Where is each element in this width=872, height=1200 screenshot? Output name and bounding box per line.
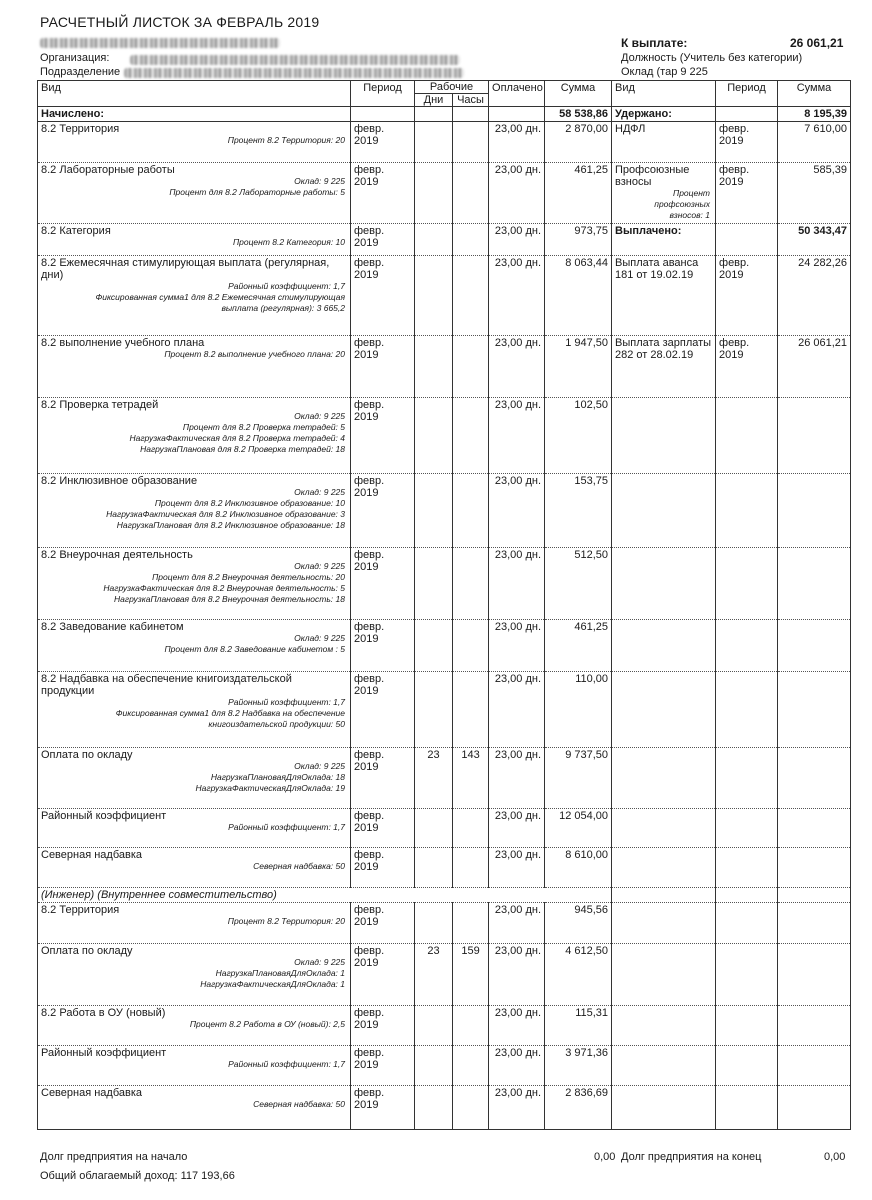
paid-cell: 23,00 дн.: [489, 398, 545, 474]
deduction-sum-cell: 7 610,00: [778, 122, 851, 163]
org-label: Организация:: [40, 52, 110, 64]
item-name: 8.2 Ежемесячная стимулирующая выплата (регулярная, дни): [41, 257, 330, 281]
item-detail: Процент для 8.2 Лабораторные работы: 5: [169, 187, 345, 197]
deduction-name-cell: [612, 548, 716, 620]
period-cell: февр. 2019: [351, 548, 415, 620]
redacted-name: [40, 38, 280, 48]
deduction-detail: взносов: 1: [669, 210, 711, 220]
period-cell: февр. 2019: [351, 848, 415, 888]
days-cell: [415, 903, 453, 944]
item-name-cell: [38, 122, 351, 163]
deduction-sum-cell: 24 282,26: [778, 256, 851, 336]
days-cell: [415, 224, 453, 256]
item-detail: Процент для 8.2 Проверка тетрадей: 5: [182, 422, 345, 432]
deduction-name: Выплата аванса 181 от 19.02.19: [615, 257, 699, 281]
item-detail: Северная надбавка: 50: [253, 861, 345, 871]
deduction-name-cell: [612, 163, 716, 224]
table-row: [38, 903, 851, 944]
col-hours: Часы: [453, 94, 489, 107]
days-cell: [415, 398, 453, 474]
item-name: 8.2 Внеурочная деятельность: [41, 549, 193, 561]
deduction-sum-cell: [778, 748, 851, 809]
days-cell: 23: [415, 748, 453, 809]
item-name-cell: [38, 748, 351, 809]
item-name-cell: [38, 336, 351, 398]
deduction-period-cell: [716, 748, 778, 809]
item-detail: Оклад: 9 225: [294, 411, 345, 421]
empty-cell: [778, 888, 851, 903]
hours-cell: [453, 1006, 489, 1046]
paid-cell: 23,00 дн.: [489, 122, 545, 163]
deduction-period-cell: [716, 398, 778, 474]
table-row: [38, 672, 851, 748]
item-detail: НагрузкаПлановая для 8.2 Инклюзивное образование: 18: [116, 520, 345, 530]
taxable-income: Общий облагаемый доход: 117 193,66: [40, 1170, 235, 1182]
table-row: [38, 398, 851, 474]
item-detail: Оклад: 9 225: [294, 957, 345, 967]
hours-cell: [453, 163, 489, 224]
item-detail: Фиксированная сумма1 для 8.2 Надбавка на обеспечение: [115, 708, 345, 718]
sum-cell: 110,00: [545, 672, 612, 748]
paid-cell: 23,00 дн.: [489, 620, 545, 672]
sum-cell: 4 612,50: [545, 944, 612, 1006]
table-row: [38, 1086, 851, 1130]
sum-cell: 461,25: [545, 163, 612, 224]
hours-cell: [453, 620, 489, 672]
hours-cell: 159: [453, 944, 489, 1006]
item-name-cell: [38, 944, 351, 1006]
item-name: Районный коэффициент: [41, 810, 167, 822]
deduction-name-cell: [612, 398, 716, 474]
pay-amount: 26 061,21: [790, 36, 844, 50]
accrued-sum: 58 538,86: [545, 107, 612, 122]
totals-row: [38, 107, 851, 122]
deduction-detail: Процент: [673, 188, 711, 198]
item-name-cell: [38, 672, 351, 748]
days-cell: [415, 848, 453, 888]
col-period: Период: [351, 81, 415, 107]
item-name-cell: [38, 1006, 351, 1046]
deduction-sum-cell: [778, 848, 851, 888]
empty-cell: [612, 888, 716, 903]
paid-cell: 23,00 дн.: [489, 944, 545, 1006]
period-cell: февр. 2019: [351, 474, 415, 548]
deduction-name-cell: [612, 672, 716, 748]
item-detail: НагрузкаПлановая для 8.2 Проверка тетрадей: 18: [140, 444, 345, 454]
period-cell: февр. 2019: [351, 224, 415, 256]
col-paid: Оплачено: [489, 81, 545, 107]
paid-cell: 23,00 дн.: [489, 548, 545, 620]
empty-cell: [778, 1006, 851, 1046]
col-type-2: Вид: [612, 81, 716, 107]
period-cell: февр. 2019: [351, 1086, 415, 1130]
deduction-name: Профсоюзные взносы: [615, 164, 690, 188]
deduction-name: Выплата зарплаты 282 от 28.02.19: [615, 337, 712, 361]
position-text: Должность (Учитель без категории): [621, 52, 803, 64]
period-cell: февр. 2019: [351, 163, 415, 224]
paid-cell: 23,00 дн.: [489, 224, 545, 256]
item-name-cell: [38, 1086, 351, 1130]
table-row: [38, 944, 851, 1006]
item-detail: НагрузкаПлановая для 8.2 Внеурочная деятельность: 18: [114, 594, 345, 604]
item-detail: Оклад: 9 225: [294, 633, 345, 643]
sum-cell: 8 610,00: [545, 848, 612, 888]
sum-cell: 8 063,44: [545, 256, 612, 336]
item-detail: НагрузкаФактическая для 8.2 Внеурочная деятельность: 5: [103, 583, 345, 593]
table-row: [38, 548, 851, 620]
hours-cell: [453, 1086, 489, 1130]
hours-cell: [453, 398, 489, 474]
table-row: [38, 336, 851, 398]
paid-cell: 23,00 дн.: [489, 903, 545, 944]
period-cell: февр. 2019: [351, 672, 415, 748]
hours-cell: [453, 672, 489, 748]
item-detail: НагрузкаПлановаяДляОклада: 18: [210, 772, 345, 782]
redacted-org: [130, 55, 460, 65]
period-cell: февр. 2019: [351, 256, 415, 336]
period-cell: февр. 2019: [351, 809, 415, 848]
debt-start-value: 0,00: [594, 1151, 616, 1163]
item-name-cell: [38, 224, 351, 256]
empty-cell: [716, 944, 778, 1006]
item-detail: Процент 8.2 Территория: 20: [227, 916, 345, 926]
table-row: [38, 748, 851, 809]
item-name-cell: [38, 474, 351, 548]
withheld-sum: 8 195,39: [778, 107, 851, 122]
paid-cell: 23,00 дн.: [489, 1046, 545, 1086]
deduction-name-cell: [612, 256, 716, 336]
debt-end-label: Долг предприятия на конец: [621, 1151, 762, 1163]
deduction-sum-cell: 50 343,47: [778, 224, 851, 256]
paid-cell: 23,00 дн.: [489, 1006, 545, 1046]
deduction-period-cell: февр. 2019: [716, 256, 778, 336]
item-name: 8.2 Территория: [41, 904, 120, 916]
item-detail: Процент для 8.2 Инклюзивное образование: 10: [154, 498, 345, 508]
paid-cell: 23,00 дн.: [489, 336, 545, 398]
pay-label: К выплате:: [621, 36, 688, 50]
sum-cell: 973,75: [545, 224, 612, 256]
empty-cell: [716, 903, 778, 944]
deduction-name-cell: [612, 809, 716, 848]
item-name: 8.2 Надбавка на обеспечение книгоиздательской продукции: [41, 673, 292, 697]
deduction-sum-cell: [778, 474, 851, 548]
table-row: [38, 163, 851, 224]
empty-cell: [612, 944, 716, 1006]
deduction-period-cell: [716, 224, 778, 256]
period-cell: февр. 2019: [351, 122, 415, 163]
item-name: 8.2 Лабораторные работы: [41, 164, 175, 176]
deduction-period-cell: [716, 548, 778, 620]
sum-cell: 153,75: [545, 474, 612, 548]
paid-cell: 23,00 дн.: [489, 672, 545, 748]
item-name: 8.2 Категория: [41, 225, 111, 237]
item-name: 8.2 Заведование кабинетом: [41, 621, 184, 633]
sum-cell: 115,31: [545, 1006, 612, 1046]
item-name: 8.2 выполнение учебного плана: [41, 337, 205, 349]
deduction-detail: профсоюзных: [654, 199, 711, 209]
deduction-period-cell: февр. 2019: [716, 122, 778, 163]
period-cell: февр. 2019: [351, 620, 415, 672]
item-detail: Районный коэффициент: 1,7: [228, 822, 345, 832]
deduction-sum-cell: 585,39: [778, 163, 851, 224]
hours-cell: [453, 336, 489, 398]
item-detail: Оклад: 9 225: [294, 561, 345, 571]
days-cell: [415, 548, 453, 620]
item-detail: Районный коэффициент: 1,7: [228, 697, 345, 707]
empty-cell: [612, 903, 716, 944]
empty-cell: [612, 1046, 716, 1086]
empty-cell: [778, 903, 851, 944]
table-row: [38, 848, 851, 888]
days-cell: [415, 620, 453, 672]
paid-cell: 23,00 дн.: [489, 848, 545, 888]
days-cell: [415, 163, 453, 224]
page-title: РАСЧЕТНЫЙ ЛИСТОК ЗА ФЕВРАЛЬ 2019: [40, 14, 320, 30]
paid-cell: 23,00 дн.: [489, 1086, 545, 1130]
period-cell: февр. 2019: [351, 1006, 415, 1046]
item-name: 8.2 Проверка тетрадей: [41, 399, 159, 411]
item-name: Оплата по окладу: [41, 749, 133, 761]
days-cell: [415, 336, 453, 398]
item-detail: Оклад: 9 225: [294, 761, 345, 771]
days-cell: [415, 672, 453, 748]
deduction-sum-cell: [778, 672, 851, 748]
item-name-cell: [38, 256, 351, 336]
days-cell: [415, 474, 453, 548]
col-days: Дни: [415, 94, 453, 107]
item-detail: Процент для 8.2 Заведование кабинетом : 5: [164, 644, 345, 654]
deduction-period-cell: февр. 2019: [716, 163, 778, 224]
item-name: Северная надбавка: [41, 849, 143, 861]
hours-cell: [453, 548, 489, 620]
sum-cell: 2 870,00: [545, 122, 612, 163]
item-detail: Процент 8.2 Работа в ОУ (новый): 2,5: [189, 1019, 345, 1029]
section-label: (Инженер) (Внутреннее совместительство): [38, 888, 612, 903]
item-name: Северная надбавка: [41, 1087, 143, 1099]
table-row: [38, 224, 851, 256]
table-row: [38, 1046, 851, 1086]
hours-cell: [453, 1046, 489, 1086]
empty-cell: [716, 1006, 778, 1046]
table-row: [38, 809, 851, 848]
item-detail: Фиксированная сумма1 для 8.2 Ежемесячная стимулирующая: [95, 292, 345, 302]
deduction-period-cell: [716, 809, 778, 848]
empty-cell: [778, 944, 851, 1006]
sum-cell: 2 836,69: [545, 1086, 612, 1130]
table-row: [38, 122, 851, 163]
item-detail: Процент 8.2 Категория: 10: [232, 237, 345, 247]
table-row: [38, 256, 851, 336]
item-name: Оплата по окладу: [41, 945, 133, 957]
hours-cell: [453, 474, 489, 548]
period-cell: февр. 2019: [351, 336, 415, 398]
period-cell: февр. 2019: [351, 398, 415, 474]
deduction-name-cell: [612, 336, 716, 398]
deduction-sum-cell: [778, 620, 851, 672]
item-name-cell: [38, 1046, 351, 1086]
deduction-name-cell: [612, 474, 716, 548]
deduction-name-cell: [612, 224, 716, 256]
hours-cell: [453, 809, 489, 848]
period-cell: февр. 2019: [351, 903, 415, 944]
redacted-dept: [124, 68, 464, 78]
hours-cell: 143: [453, 748, 489, 809]
days-cell: [415, 1086, 453, 1130]
item-detail: Северная надбавка: 50: [253, 1099, 345, 1109]
empty-cell: [716, 1086, 778, 1130]
table-row: [38, 1006, 851, 1046]
deduction-period-cell: [716, 672, 778, 748]
item-detail: Процент 8.2 Территория: 20: [227, 135, 345, 145]
item-detail: Процент 8.2 выполнение учебного плана: 20: [164, 349, 345, 359]
item-name: Районный коэффициент: [41, 1047, 167, 1059]
paid-cell: 23,00 дн.: [489, 474, 545, 548]
period-cell: февр. 2019: [351, 1046, 415, 1086]
item-detail: НагрузкаФактическаяДляОклада: 1: [200, 979, 345, 989]
sum-cell: 512,50: [545, 548, 612, 620]
debt-start-label: Долг предприятия на начало: [40, 1151, 188, 1163]
empty-cell: [778, 1086, 851, 1130]
deduction-sum-cell: [778, 398, 851, 474]
sum-cell: 9 737,50: [545, 748, 612, 809]
item-name-cell: [38, 548, 351, 620]
dept-label: Подразделение: [40, 66, 121, 78]
deduction-name-cell: [612, 748, 716, 809]
days-cell: [415, 1006, 453, 1046]
withheld-label: Удержано:: [612, 107, 716, 122]
hours-cell: [453, 848, 489, 888]
deduction-name-cell: [612, 620, 716, 672]
paid-cell: 23,00 дн.: [489, 809, 545, 848]
table-row: [38, 474, 851, 548]
item-detail: НагрузкаФактическая для 8.2 Проверка тетрадей: 4: [129, 433, 345, 443]
item-detail: Районный коэффициент: 1,7: [228, 1059, 345, 1069]
deduction-sum-cell: [778, 809, 851, 848]
accrued-label: Начислено:: [38, 107, 351, 122]
hours-cell: [453, 224, 489, 256]
col-working: Рабочие: [415, 81, 489, 94]
item-detail: Процент для 8.2 Внеурочная деятельность: 20: [152, 572, 345, 582]
col-period-2: Период: [716, 81, 778, 107]
deduction-period-cell: [716, 848, 778, 888]
item-detail: НагрузкаФактическая для 8.2 Инклюзивное образование: 3: [106, 509, 345, 519]
item-detail: книгоиздательской продукции: 50: [208, 719, 345, 729]
item-name: 8.2 Работа в ОУ (новый): [41, 1007, 166, 1019]
deduction-period-cell: [716, 620, 778, 672]
sum-cell: 3 971,36: [545, 1046, 612, 1086]
item-name-cell: [38, 848, 351, 888]
days-cell: [415, 809, 453, 848]
item-name-cell: [38, 163, 351, 224]
col-sum: Сумма: [545, 81, 612, 107]
empty-cell: [716, 888, 778, 903]
deduction-name-cell: [612, 848, 716, 888]
section-header-row: [38, 888, 851, 903]
paid-cell: 23,00 дн.: [489, 748, 545, 809]
paid-cell: 23,00 дн.: [489, 256, 545, 336]
empty-cell: [716, 1046, 778, 1086]
item-name-cell: [38, 809, 351, 848]
col-type: Вид: [38, 81, 351, 107]
deduction-name: Выплачено:: [615, 225, 682, 237]
deduction-name-cell: [612, 122, 716, 163]
deduction-period-cell: февр. 2019: [716, 336, 778, 398]
table-row: [38, 620, 851, 672]
period-cell: февр. 2019: [351, 748, 415, 809]
sum-cell: 1 947,50: [545, 336, 612, 398]
item-detail: выплата (регулярная): 3 665,2: [221, 303, 345, 313]
payslip-table: [37, 80, 851, 1130]
paid-cell: 23,00 дн.: [489, 163, 545, 224]
hours-cell: [453, 122, 489, 163]
salary-text: Оклад (тар 9 225: [621, 66, 708, 78]
hours-cell: [453, 256, 489, 336]
debt-end-value: 0,00: [824, 1151, 846, 1163]
item-detail: НагрузкаПлановаяДляОклада: 1: [215, 968, 345, 978]
deduction-period-cell: [716, 474, 778, 548]
deduction-name: НДФЛ: [615, 123, 646, 135]
hours-cell: [453, 903, 489, 944]
days-cell: [415, 256, 453, 336]
deduction-sum-cell: [778, 548, 851, 620]
empty-cell: [778, 1046, 851, 1086]
item-name-cell: [38, 620, 351, 672]
sum-cell: 102,50: [545, 398, 612, 474]
item-detail: Районный коэффициент: 1,7: [228, 281, 345, 291]
period-cell: февр. 2019: [351, 944, 415, 1006]
days-cell: [415, 122, 453, 163]
item-name-cell: [38, 398, 351, 474]
item-detail: НагрузкаФактическаяДляОклада: 19: [195, 783, 345, 793]
item-name-cell: [38, 903, 351, 944]
sum-cell: 12 054,00: [545, 809, 612, 848]
sum-cell: 945,56: [545, 903, 612, 944]
col-sum-2: Сумма: [778, 81, 851, 107]
item-detail: Оклад: 9 225: [294, 487, 345, 497]
days-cell: 23: [415, 944, 453, 1006]
item-detail: Оклад: 9 225: [294, 176, 345, 186]
days-cell: [415, 1046, 453, 1086]
empty-cell: [612, 1086, 716, 1130]
empty-cell: [612, 1006, 716, 1046]
item-name: 8.2 Территория: [41, 123, 120, 135]
item-name: 8.2 Инклюзивное образование: [41, 475, 198, 487]
deduction-sum-cell: 26 061,21: [778, 336, 851, 398]
sum-cell: 461,25: [545, 620, 612, 672]
